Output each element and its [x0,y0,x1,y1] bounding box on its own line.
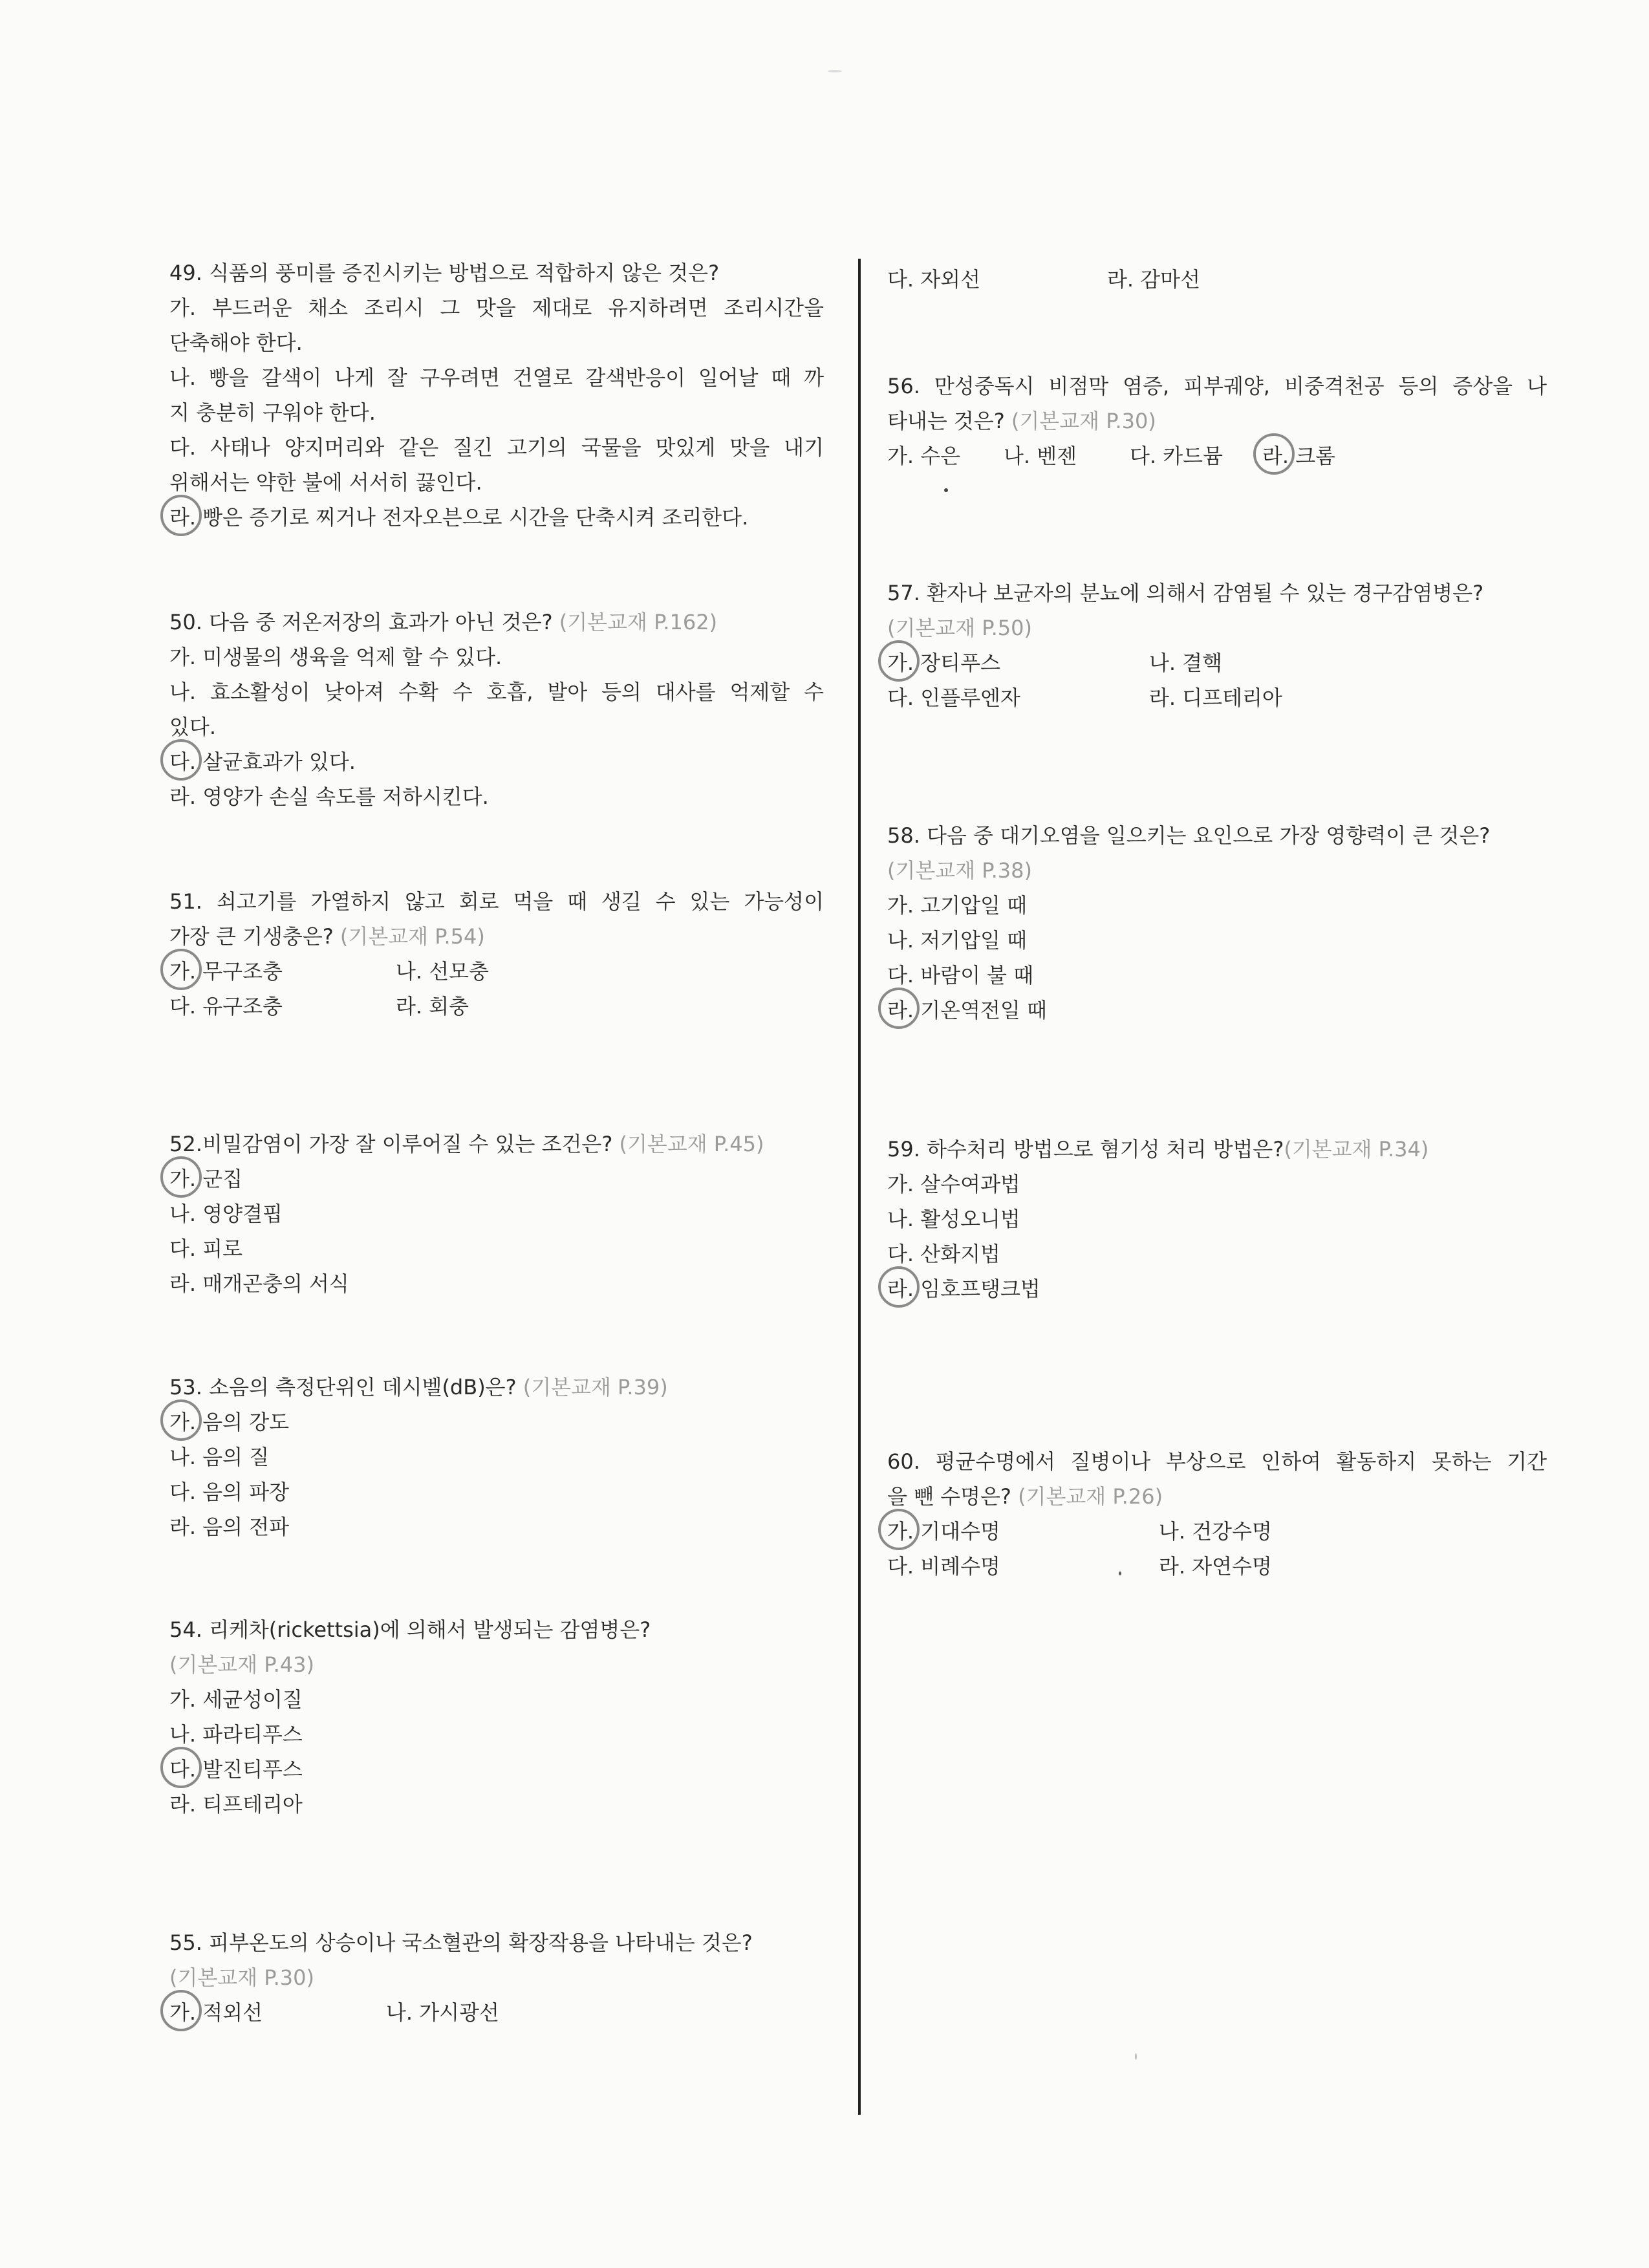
question-59 [887,1132,1547,1306]
question-52-option-ga [169,1161,824,1196]
scan-speck [944,488,948,492]
question-52-option-ra: 라. 매개곤충의 서식 [169,1271,349,1296]
question-51-option-ga-text: 가. 무구조충 [169,959,283,984]
question-56-option-da: 다. 카드뮴 [1130,444,1223,468]
question-51-option-da: 다. 유구조충 [169,994,283,1019]
question-52 [169,1127,824,1301]
question-49-option-da-1: 다. 사태나 양지머리와 같은 질긴 고기의 국물을 맛있게 맛을 내기 [169,435,824,460]
question-60-option-ga-text: 가. 기대수명 [887,1519,1000,1544]
question-50-option-da [169,744,824,779]
question-58-option-ga: 가. 고기압일 때 [887,893,1027,918]
question-49-option-ra-text: 라. 빵은 증기로 찌거나 전자오븐으로 시간을 단축시켜 조리한다. [169,505,749,530]
question-58 [887,818,1547,1028]
question-56 [887,369,1547,473]
question-58-option-na: 나. 저기압일 때 [887,928,1027,953]
question-52-option-da: 다. 피로 [169,1237,243,1261]
question-56-option-ra-text: 라. 크롬 [1262,444,1336,468]
question-54-option-da [169,1752,824,1787]
question-53-option-na: 나. 음의 질 [169,1445,270,1469]
question-57-option-da: 다. 인플루엔자 [887,686,1020,710]
question-51-stem-1: 51. 쇠고기를 가열하지 않고 회로 먹을 때 생길 수 있는 가능성이 [169,889,824,914]
question-60-stem-2-text: 을 뺀 수명은? [887,1484,1011,1509]
question-59-reference: (기본교재 P.34) [1284,1137,1429,1161]
question-53-option-ra: 라. 음의 전파 [169,1515,290,1539]
question-56-stem-2 [887,404,1547,438]
question-57-option-na: 나. 결핵 [1149,651,1223,675]
question-60-option-da: 다. 비례수명 [887,1554,1000,1579]
question-58-stem: 58. 다음 중 대기오염을 일으키는 요인으로 가장 영향력이 큰 것은? [887,823,1491,848]
question-55-option-ga-text: 가. 적외선 [169,2000,263,2025]
question-51-option-ga [169,954,396,989]
question-53 [169,1370,824,1544]
question-55-stem: 55. 피부온도의 상승이나 국소혈관의 확장작용을 나타내는 것은? [169,1930,753,1955]
question-57-reference: (기본교재 P.50) [887,616,1032,640]
question-59-stem-text: 59. 하수처리 방법으로 혐기성 처리 방법은? [887,1137,1284,1161]
question-55-options-row-1 [169,1995,824,2030]
question-59-option-na: 나. 활성오니법 [887,1207,1020,1231]
question-51-option-na: 나. 선모충 [396,959,489,984]
question-51-options-row-2 [169,989,824,1024]
question-52-stem [169,1127,824,1161]
question-58-option-ra [887,993,1547,1028]
question-57-options-row-2 [887,680,1547,715]
question-53-option-ga [169,1405,824,1440]
question-49-option-na-1: 나. 빵을 갈색이 나게 잘 구우려면 건열로 갈색반응이 일어날 때 까 [169,365,824,390]
question-57-stem: 57. 환자나 보균자의 분뇨에 의해서 감염될 수 있는 경구감염병은? [887,581,1484,605]
question-52-stem-text: 52.비밀감염이 가장 잘 이루어질 수 있는 조건은? [169,1132,613,1156]
question-50 [169,605,824,814]
question-51-stem-2 [169,919,824,954]
question-60-option-ga [887,1514,1159,1549]
question-54 [169,1612,824,1822]
question-55 [169,1925,824,2030]
question-56-option-ra [1262,438,1335,473]
question-57-options-row-1 [887,645,1547,680]
question-59-option-ra [887,1271,1547,1306]
question-55-option-ga [169,1995,386,2030]
question-60-stem-2 [887,1479,1547,1514]
question-54-option-ra: 라. 티프테리아 [169,1792,303,1817]
question-54-reference: (기본교재 P.43) [169,1652,314,1677]
question-60-reference: (기본교재 P.26) [1018,1484,1163,1509]
question-49-stem: 49. 식품의 풍미를 증진시키는 방법으로 적합하지 않은 것은? [169,261,720,285]
question-59-option-da: 다. 산화지법 [887,1242,1000,1266]
question-54-option-ga: 가. 세균성이질 [169,1687,303,1712]
question-56-options-row [887,438,1547,473]
question-55-option-na: 나. 가시광선 [386,2000,499,2025]
question-55-option-da: 다. 자외선 [887,267,980,292]
question-60-options-row-2 [887,1549,1547,1584]
question-53-option-da: 다. 음의 파장 [169,1480,290,1504]
question-51-option-ra: 라. 회충 [396,994,469,1019]
question-60-option-ra: 라. 자연수명 [1159,1554,1272,1579]
question-57-option-ga [887,645,1149,680]
question-55-continued [887,262,1547,297]
question-50-option-ra: 라. 영양가 손실 속도를 저하시킨다. [169,784,489,809]
question-50-stem [169,605,824,640]
column-divider [858,259,861,2115]
question-49-option-da-2: 위해서는 약한 불에 서서히 끓인다. [169,470,482,495]
question-56-option-ga: 가. 수은 [887,444,961,468]
question-50-option-ga: 가. 미생물의 생육을 억제 할 수 있다. [169,645,502,669]
question-49-option-ga-2: 단축해야 한다. [169,330,303,355]
question-51-options-row-1 [169,954,824,989]
question-56-option-na: 나. 벤젠 [1004,444,1077,468]
question-51-reference: (기본교재 P.54) [339,924,485,949]
question-49-option-na-2: 지 충분히 구워야 한다. [169,400,376,425]
question-58-reference: (기본교재 P.38) [887,858,1032,883]
question-49-option-ra [169,500,824,535]
question-56-stem-1: 56. 만성중독시 비점막 염증, 피부궤양, 비중격천공 등의 증상을 나 [887,374,1547,398]
question-59-option-ra-text: 라. 임호프탱크법 [887,1277,1040,1301]
question-55-option-ra: 라. 감마선 [1107,267,1200,292]
question-59-stem [887,1132,1547,1167]
question-50-stem-text: 50. 다음 중 저온저장의 효과가 아닌 것은? [169,610,553,634]
question-50-option-na-1: 나. 효소활성이 낮아져 수확 수 호흡, 발아 등의 대사를 억제할 수 [169,680,824,704]
question-60-options-row-1 [887,1514,1547,1549]
question-50-option-na-2: 있다. [169,715,216,739]
question-54-option-da-text: 다. 발진티푸스 [169,1757,303,1782]
question-51-stem-2-text: 가장 큰 기생충은? [169,924,334,949]
question-56-stem-2-text: 타내는 것은? [887,409,1005,433]
scan-speck [1135,2053,1137,2060]
question-49-option-ga-1: 가. 부드러운 채소 조리시 그 맛을 제대로 유지하려면 조리시간을 [169,296,824,320]
question-53-option-ga-text: 가. 음의 강도 [169,1410,290,1434]
question-60-stem-1: 60. 평균수명에서 질병이나 부상으로 인하여 활동하지 못하는 기간 [887,1449,1547,1474]
question-52-option-na: 나. 영양결핍 [169,1202,283,1226]
question-57-option-ga-text: 가. 장티푸스 [887,651,1000,675]
question-53-reference: (기본교재 P.39) [523,1375,668,1399]
scan-speck [1119,1571,1121,1575]
question-54-option-na: 나. 파라티푸스 [169,1722,303,1747]
question-54-stem: 54. 리케차(rickettsia)에 의해서 발생되는 감염병은? [169,1617,651,1642]
question-58-option-ra-text: 라. 기온역전일 때 [887,998,1047,1022]
question-50-option-da-text: 다. 살균효과가 있다. [169,750,356,774]
question-52-reference: (기본교재 P.45) [619,1132,764,1156]
question-57 [887,576,1547,715]
question-53-stem-text: 53. 소음의 측정단위인 데시벨(dB)은? [169,1375,517,1399]
question-57-option-ra: 라. 디프테리아 [1149,686,1282,710]
question-51 [169,884,824,1024]
question-53-stem [169,1370,824,1405]
question-56-reference: (기본교재 P.30) [1011,409,1156,433]
question-60 [887,1444,1547,1584]
scan-speck [828,70,842,72]
question-49 [169,255,824,535]
question-55-options-row-2 [887,262,1547,297]
question-59-option-ga: 가. 살수여과법 [887,1172,1020,1196]
question-60-option-na: 나. 건강수명 [1159,1519,1272,1544]
question-55-reference: (기본교재 P.30) [169,1965,314,1990]
question-50-reference: (기본교재 P.162) [559,610,718,634]
question-52-option-ga-text: 가. 군집 [169,1167,243,1191]
question-58-option-da: 다. 바람이 불 때 [887,963,1034,988]
